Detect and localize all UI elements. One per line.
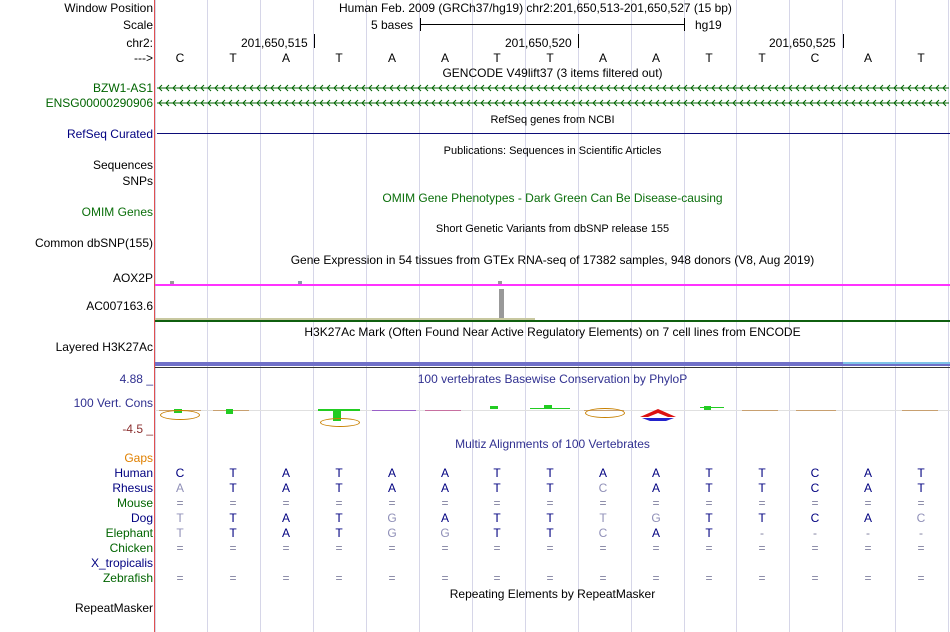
alignment-base: G: [387, 526, 397, 540]
gtex-ac007163-6-bar[interactable]: [499, 289, 504, 319]
phylop-bar: [530, 408, 570, 409]
chrom-label: chr2:: [126, 36, 153, 50]
gtex-aox2p-blip-1: [170, 281, 174, 284]
alignment-base: A: [387, 481, 396, 495]
alignment-base: T: [917, 481, 925, 495]
alignment-base: =: [229, 571, 237, 585]
alignment-base: =: [811, 571, 819, 585]
alignment-base: T: [335, 481, 343, 495]
alignment-base: =: [864, 571, 872, 585]
alignment-base: T: [229, 481, 237, 495]
alignment-base: G: [440, 526, 450, 540]
species-label-mouse[interactable]: Mouse: [116, 496, 153, 510]
assembly-position-text: Human Feb. 2009 (GRCh37/hg19) chr2:201,650,513-201,650,527 (15 bp): [339, 1, 732, 15]
ruler-position-1: 201,650,515: [241, 36, 308, 50]
alignment-base: T: [705, 526, 713, 540]
scale-label: Scale: [122, 18, 153, 32]
reference-base: A: [281, 51, 290, 65]
alignment-base: C: [916, 511, 926, 525]
gtex-aox2p-blip-2: [298, 281, 302, 284]
alignment-base: =: [282, 541, 290, 555]
alignment-base: =: [599, 496, 607, 510]
alignment-base: T: [176, 511, 184, 525]
grid-line: [472, 0, 473, 632]
alignment-base: =: [811, 496, 819, 510]
omim-genes-label[interactable]: OMIM Genes: [81, 205, 153, 219]
window-position-label: Window Position: [64, 1, 153, 15]
reference-base: T: [493, 51, 501, 65]
omim-track-title[interactable]: OMIM Gene Phenotypes - Dark Green Can Be Disease-causing: [382, 191, 723, 205]
alignment-base: C: [810, 466, 820, 480]
alignment-base: =: [335, 541, 343, 555]
refseq-curated-label[interactable]: RefSeq Curated: [66, 127, 153, 141]
alignment-base: T: [546, 526, 554, 540]
ruler-position-3: 201,650,525: [769, 36, 836, 50]
gencode-item-bzw1-as1[interactable]: BZW1-AS1: [92, 81, 153, 95]
reference-base: T: [705, 51, 713, 65]
alignment-base: T: [758, 466, 766, 480]
alignment-base: =: [917, 571, 925, 585]
alignment-base: =: [758, 496, 766, 510]
reference-base: T: [335, 51, 343, 65]
grid-line: [313, 0, 314, 632]
alignment-base: =: [229, 541, 237, 555]
alignment-base: =: [652, 571, 660, 585]
alignment-base: A: [387, 466, 396, 480]
alignment-base: A: [281, 526, 290, 540]
gencode-gene-ensg00000290906[interactable]: [157, 97, 949, 109]
alignment-base: T: [546, 511, 554, 525]
alignment-base: A: [175, 481, 184, 495]
alignment-base: T: [599, 511, 607, 525]
gencode-gene-bzw1-as1[interactable]: [157, 82, 949, 94]
alignment-base: T: [705, 511, 713, 525]
gencode-track-title[interactable]: GENCODE V49lift37 (3 items filtered out): [442, 66, 663, 80]
reference-base: T: [546, 51, 554, 65]
gencode-item-ensg00000290906[interactable]: ENSG00000290906: [45, 96, 153, 110]
alignment-base: =: [546, 496, 554, 510]
refseq-track-title[interactable]: RefSeq genes from NCBI: [490, 114, 615, 126]
alignment-base: =: [599, 571, 607, 585]
h3k27ac-baseline: [155, 367, 950, 368]
phylop-min-label: -4.5 _: [122, 422, 153, 436]
h3k27ac-signal[interactable]: [155, 362, 950, 366]
alignment-base: =: [917, 496, 925, 510]
alignment-base: C: [175, 466, 185, 480]
alignment-base: A: [440, 466, 449, 480]
alignment-base: =: [282, 496, 290, 510]
alignment-base: =: [388, 541, 396, 555]
phylop-track-title[interactable]: 100 vertebrates Basewise Conservation by PhyloP: [417, 372, 688, 386]
alignment-base: =: [335, 496, 343, 510]
h3k27ac-signal-highlight: [843, 362, 950, 364]
h3k27ac-track-title[interactable]: H3K27Ac Mark (Often Found Near Active Regulatory Elements) on 7 cell lines from ENCODE: [304, 325, 801, 339]
alignment-base: C: [810, 511, 820, 525]
alignment-base: =: [546, 541, 554, 555]
alignment-base: =: [599, 541, 607, 555]
alignment-base: A: [281, 466, 290, 480]
alignment-base: =: [811, 541, 819, 555]
grid-line: [789, 0, 790, 632]
ruler-tick-3: [843, 34, 844, 48]
alignment-base: A: [651, 526, 660, 540]
reference-base: T: [917, 51, 925, 65]
phylop-red-a-logo-icon: [636, 408, 680, 422]
scale-bar-text: 5 bases: [371, 18, 414, 32]
phylop-bar: [704, 406, 711, 410]
strand-arrow-label: --->: [134, 51, 153, 65]
grid-line: [948, 0, 949, 632]
grid-line: [684, 0, 685, 632]
phylop-track-label[interactable]: 100 Vert. Cons: [73, 396, 153, 410]
phylop-orange-ring-icon: [320, 418, 360, 427]
grid-line: [260, 0, 261, 632]
track-divider-green: [155, 320, 950, 322]
alignment-base: A: [598, 466, 607, 480]
gtex-aox2p-bar[interactable]: [155, 284, 950, 286]
ruler-tick-1: [314, 34, 315, 48]
grid-line: [895, 0, 896, 632]
alignment-base: T: [493, 526, 501, 540]
alignment-base: =: [282, 571, 290, 585]
alignment-base: =: [388, 496, 396, 510]
reference-base: C: [175, 51, 185, 65]
species-label-human[interactable]: Human: [114, 466, 153, 480]
alignment-base: G: [651, 511, 661, 525]
alignment-base: =: [176, 571, 184, 585]
multiz-track-title[interactable]: Multiz Alignments of 100 Vertebrates: [455, 437, 650, 451]
dbsnp-label[interactable]: Common dbSNP(155): [34, 236, 153, 250]
alignment-base: C: [598, 481, 608, 495]
alignment-base: T: [335, 511, 343, 525]
alignment-base: T: [176, 526, 184, 540]
alignment-base: =: [388, 571, 396, 585]
alignment-base: T: [705, 481, 713, 495]
alignment-base: T: [335, 526, 343, 540]
alignment-base: A: [863, 511, 872, 525]
grid-line: [366, 0, 367, 632]
sequences-label[interactable]: Sequences: [92, 158, 153, 172]
reference-base: A: [863, 51, 872, 65]
alignment-base: T: [493, 466, 501, 480]
grid-line: [736, 0, 737, 632]
phylop-max-label: 4.88 _: [119, 372, 153, 386]
grid-line: [419, 0, 420, 632]
assembly-db-text: hg19: [695, 18, 722, 32]
alignment-base: T: [493, 481, 501, 495]
scale-bar: [420, 24, 684, 25]
reference-base: C: [810, 51, 820, 65]
refseq-gene-line[interactable]: [157, 133, 950, 134]
alignment-base: T: [758, 511, 766, 525]
grid-line: [578, 0, 579, 632]
phylop-orange-ring-icon: [585, 408, 625, 418]
alignment-base: =: [758, 571, 766, 585]
alignment-base: =: [705, 541, 713, 555]
alignment-base: T: [229, 466, 237, 480]
gtex-item-aox2p[interactable]: AOX2P: [112, 271, 153, 285]
scale-bar-left-tick: [420, 18, 421, 31]
alignment-base: =: [705, 571, 713, 585]
alignment-base: =: [652, 541, 660, 555]
alignment-base: =: [864, 541, 872, 555]
alignment-base: =: [652, 496, 660, 510]
alignment-base: =: [176, 496, 184, 510]
phylop-bar: [490, 406, 498, 409]
species-label-dog[interactable]: Dog: [130, 511, 153, 525]
alignment-base: C: [598, 526, 608, 540]
grid-line: [207, 0, 208, 632]
alignment-base: T: [546, 481, 554, 495]
reference-base: A: [440, 51, 449, 65]
alignment-base: =: [176, 541, 184, 555]
phylop-bar: [372, 410, 416, 411]
phylop-bar: [902, 410, 938, 411]
reference-base: A: [651, 51, 660, 65]
reference-base: A: [598, 51, 607, 65]
alignment-base: A: [651, 481, 660, 495]
alignment-base: =: [441, 571, 449, 585]
grid-line: [525, 0, 526, 632]
alignment-base: =: [705, 496, 713, 510]
gtex-item-ac007163-6[interactable]: AC007163.6: [86, 299, 153, 313]
alignment-base: =: [546, 571, 554, 585]
phylop-bar: [425, 410, 461, 411]
alignment-base: =: [758, 541, 766, 555]
dbsnp-track-title[interactable]: Short Genetic Variants from dbSNP release 155: [435, 223, 670, 235]
ruler-position-2: 201,650,520: [505, 36, 572, 50]
repeatmasker-label[interactable]: RepeatMasker: [74, 601, 153, 615]
alignment-base: -: [919, 526, 923, 540]
alignment-base: T: [229, 526, 237, 540]
alignment-base: T: [758, 481, 766, 495]
grid-line: [631, 0, 632, 632]
alignment-base: =: [335, 571, 343, 585]
gtex-aox2p-blip-3: [498, 281, 502, 284]
alignment-base: -: [760, 526, 764, 540]
alignment-base: T: [917, 466, 925, 480]
alignment-base: =: [917, 541, 925, 555]
h3k27ac-label[interactable]: Layered H3K27Ac: [55, 340, 153, 354]
alignment-base: T: [493, 511, 501, 525]
species-label-zebrafish[interactable]: Zebrafish: [102, 571, 153, 585]
phylop-bar: [742, 410, 778, 411]
alignment-base: G: [387, 511, 397, 525]
alignment-base: A: [281, 511, 290, 525]
snps-label[interactable]: SNPs: [122, 174, 153, 188]
repeatmasker-track-title[interactable]: Repeating Elements by RepeatMasker: [449, 587, 656, 601]
phylop-bar: [796, 410, 836, 411]
alignment-base: A: [440, 511, 449, 525]
species-label-rhesus[interactable]: Rhesus: [112, 481, 153, 495]
reference-base: T: [758, 51, 766, 65]
alignment-base: A: [281, 481, 290, 495]
publications-track-title[interactable]: Publications: Sequences in Scientific Articles: [443, 145, 662, 157]
alignment-base: =: [493, 571, 501, 585]
alignment-base: =: [441, 541, 449, 555]
alignment-base: C: [810, 481, 820, 495]
alignment-base: T: [705, 466, 713, 480]
alignment-base: T: [229, 511, 237, 525]
reference-base: A: [387, 51, 396, 65]
species-label-x-tropicalis[interactable]: X_tropicalis: [90, 556, 153, 570]
reference-base: T: [229, 51, 237, 65]
phylop-orange-ring-icon: [160, 410, 200, 420]
alignment-base: A: [863, 481, 872, 495]
alignment-base: -: [813, 526, 817, 540]
gtex-track-title[interactable]: Gene Expression in 54 tissues from GTEx RNA-seq of 17382 samples, 948 donors (V8, Aug 2019): [290, 253, 815, 267]
phylop-bar: [226, 409, 233, 414]
alignment-base: =: [864, 496, 872, 510]
alignment-base: T: [335, 466, 343, 480]
grid-line: [155, 0, 156, 632]
alignment-base: =: [493, 541, 501, 555]
alignment-base: -: [866, 526, 870, 540]
alignment-base: =: [229, 496, 237, 510]
scale-bar-right-tick: [684, 18, 685, 31]
species-label-chicken[interactable]: Chicken: [109, 541, 153, 555]
species-label-elephant[interactable]: Elephant: [105, 526, 153, 540]
grid-line: [842, 0, 843, 632]
alignment-base: =: [493, 496, 501, 510]
ruler-tick-2: [578, 34, 579, 48]
gaps-label[interactable]: Gaps: [124, 451, 153, 465]
alignment-base: T: [546, 466, 554, 480]
alignment-base: A: [440, 481, 449, 495]
alignment-base: A: [651, 466, 660, 480]
alignment-base: A: [863, 466, 872, 480]
alignment-base: =: [441, 496, 449, 510]
